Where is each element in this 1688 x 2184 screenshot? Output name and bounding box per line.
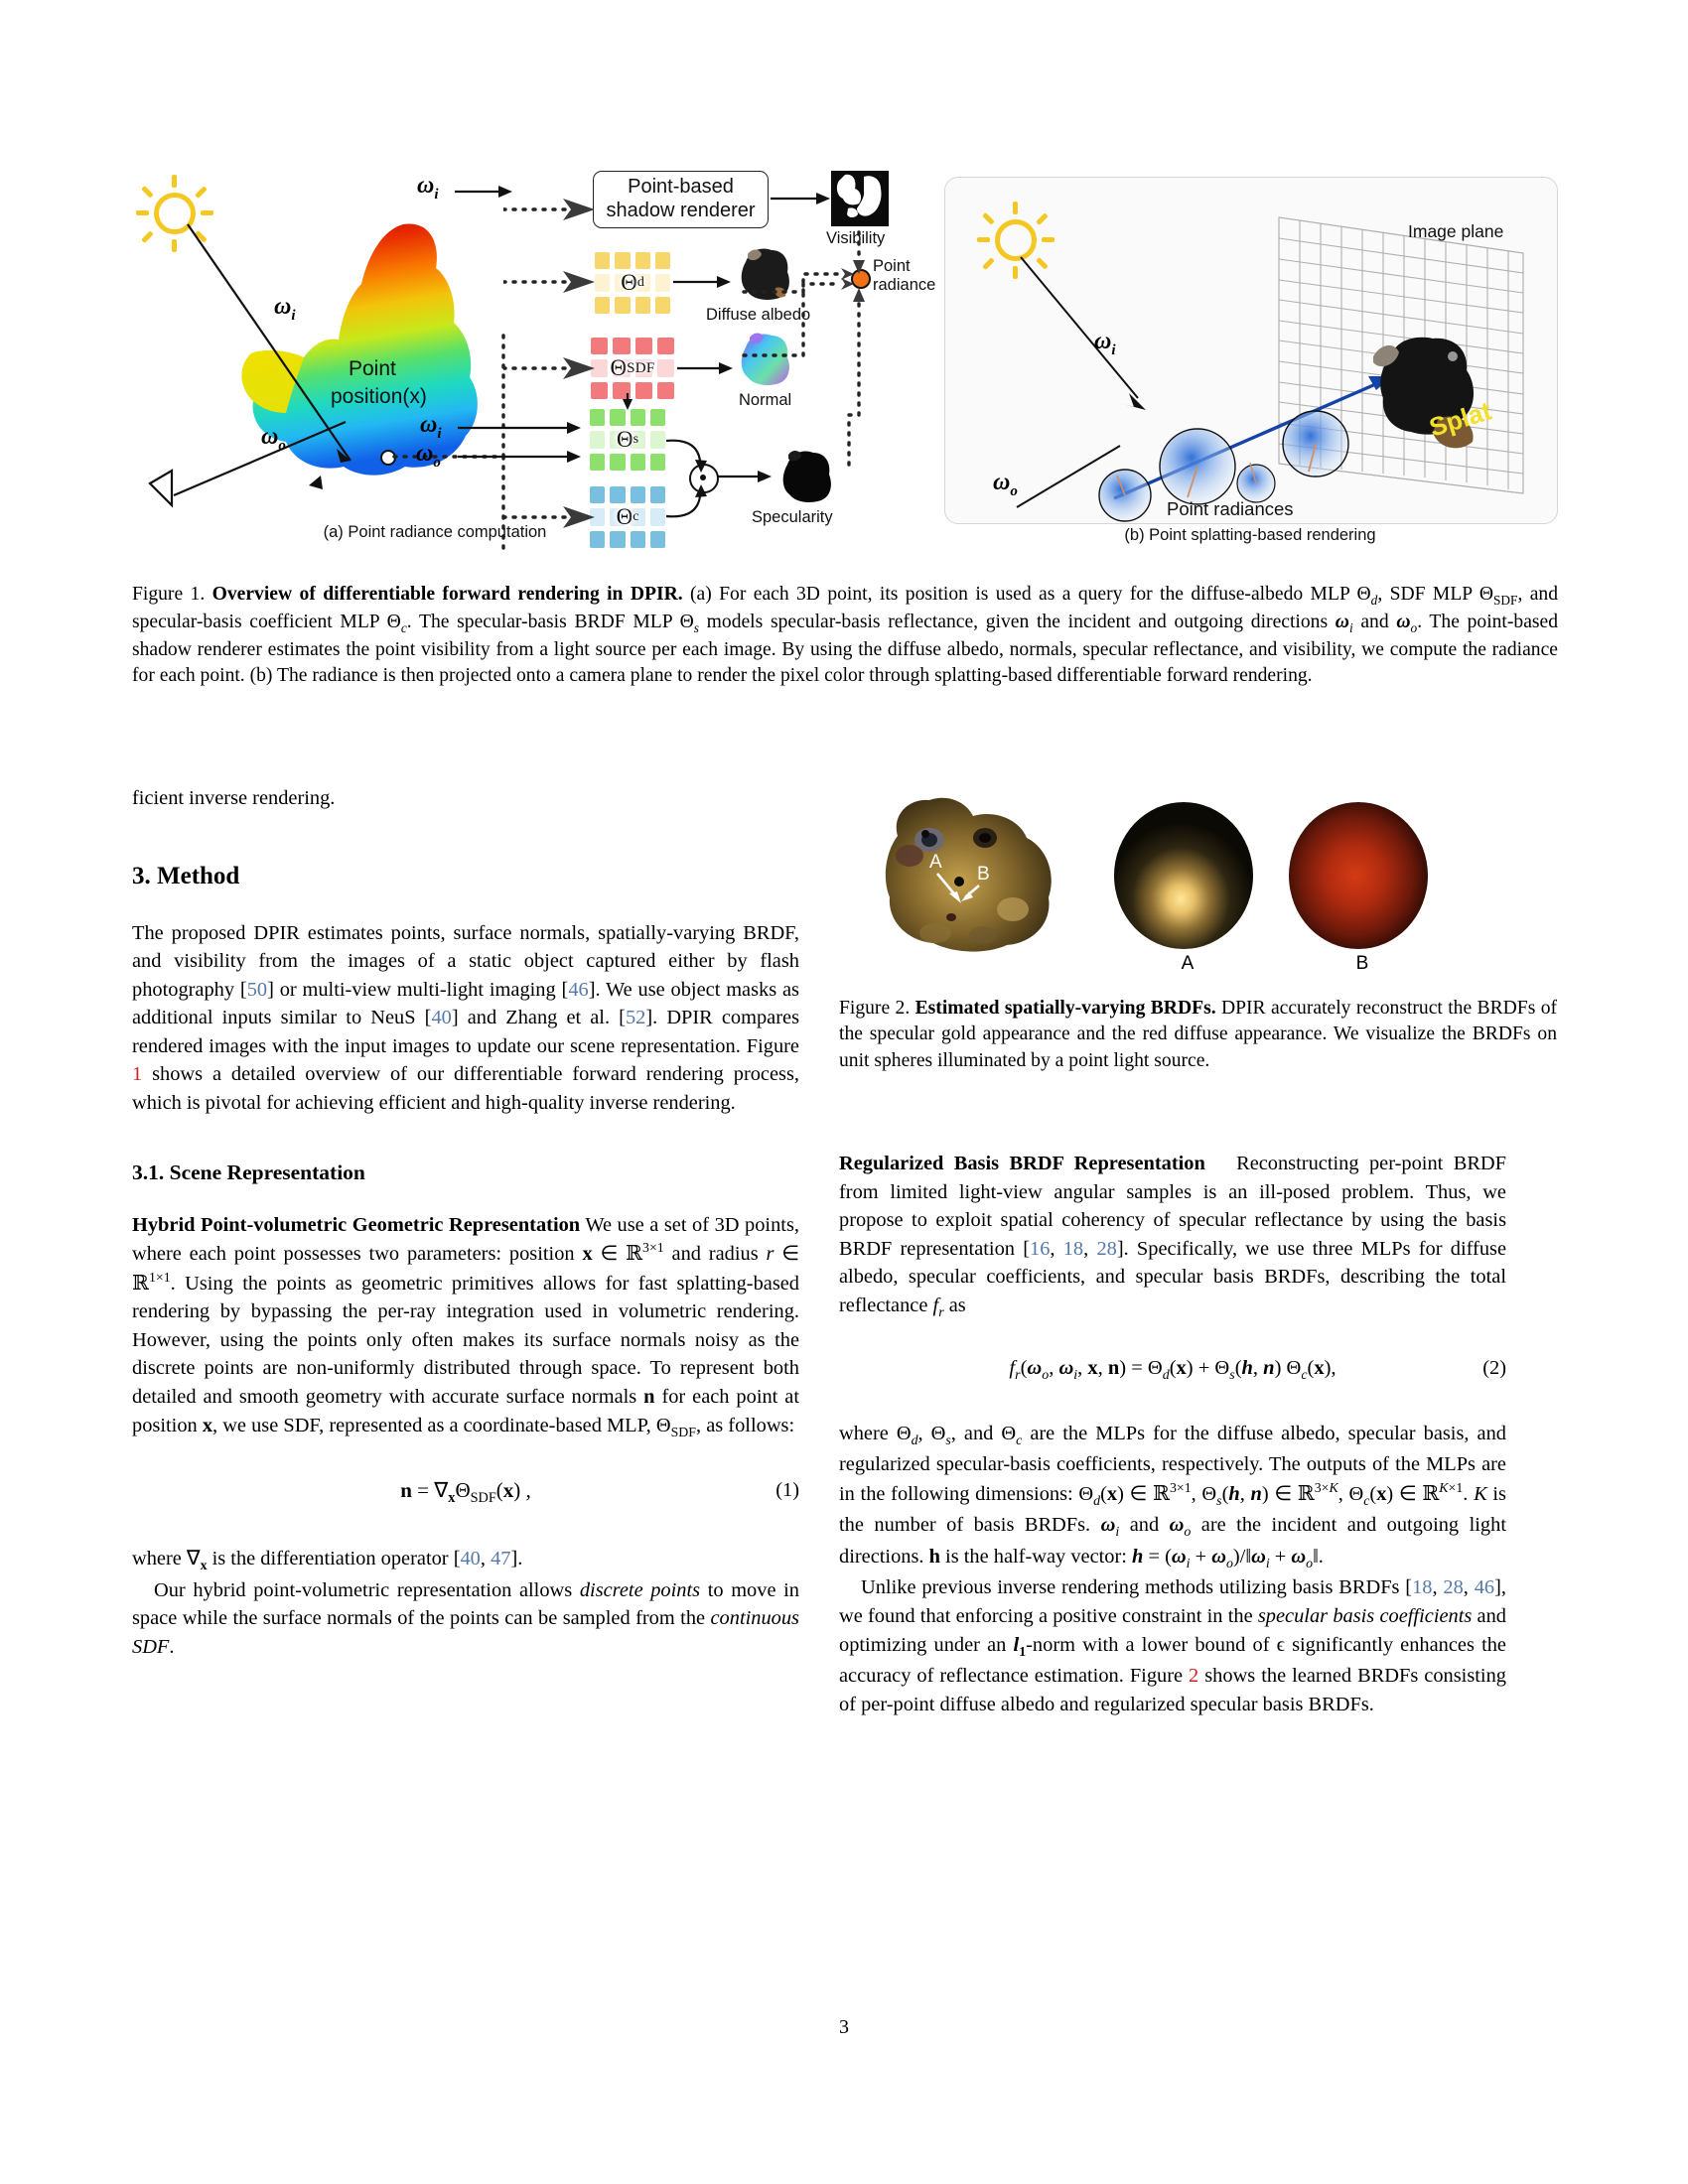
equation-2: $f_r(\omega_o$, $\omega_i$, x, $n) = \Theta_d(x) + \Theta_s(h$, n) $\Theta_c(x)$, (2) — [839, 1354, 1506, 1386]
right-column — [839, 1150, 1506, 1718]
mlp-theta-s-label: Θ s — [616, 427, 639, 452]
paragraph-mlp-dimensions: where $\Theta_d$, $\Theta_s$, and $\Theta_c$ are the MLPs for the diffuse albedo, specular basis, and regularized specular-basis coefficients, respectively. The outputs of the MLPs are in the following dimensions: $\Theta_d(x)$ ∈ ℝ$^{3\times 1}$, $\Theta_s(h$, n) ∈ ℝ$^{3\times K}$, $\Theta_c(x)$ ∈ ℝ$^{K\times 1}$. K is the number of basis BRDFs. $\omega_i$ and $\omega_o$ are the incident and outgoing light directions. h is the half-way vector: $h = (\omega_i$ + $\omega_o)/‖\omega_i$ + $\omega_o‖$. — [839, 1422, 1506, 1572]
paragraph-hybrid-representation: Hybrid Point-volumetric Geometric Representation We use a set of 3D points, where each point possesses two parameters: position x ∈ ℝ$^{3\times 1}$ and radius r ∈ ℝ$^{1\times 1}$. Using the points as geometric primitives allows for fast splatting-based rendering by bypassing the per-ray integration used in volumetric rendering. However, using the points only often makes its surface normals noisy as the discrete points are non-uniformly distributed through space. To represent both detailed and smooth geometry with accurate surface normals n for each point at position x, we use SDF, represented as a coordinate-based MLP, $\Theta_{SDF}$, as follows: — [132, 1213, 799, 1440]
para2-part-e: , we use SDF, represented as a coordinate-based MLP, Θ — [212, 1414, 671, 1436]
figure-2-label-b-on-object: B — [977, 864, 990, 885]
para7-part-a: Unlike previous inverse rendering methods utilizing basis BRDFs [ — [861, 1576, 1413, 1599]
left-column — [132, 784, 799, 1661]
point-radiance-line1: Point — [873, 257, 911, 275]
citation-28b[interactable]: 28 — [1443, 1576, 1464, 1599]
para4-part-a: Our hybrid point-volumetric representation allows — [154, 1578, 580, 1601]
para5-part-a: Reconstructing per-point BRDF from limited light-view angular samples is an ill-posed problem. Thus, we propose to exploit spatial coherency of specular reflectance by using the basis BRDF representation [ — [839, 1153, 1506, 1260]
dotted-arrow-to-theta-d — [503, 270, 598, 294]
para7-part-e: shows the learned BRDFs consisting of per-point diffuse albedo and regularized specular basis BRDFs. — [839, 1665, 1506, 1715]
figure-reference-2[interactable]: 2 — [1189, 1665, 1199, 1688]
theta-d-to-albedo-arrow — [673, 272, 733, 292]
paragraph-hybrid-allows — [132, 1576, 799, 1662]
label-specularity — [752, 508, 833, 527]
section-heading-method: 3. Method — [132, 862, 240, 889]
figure-2-sphere-a — [1108, 800, 1267, 959]
para2-part-c: . Using the points as geometric primitives allows for fast splatting-based rendering by bypassing the per-ray integration used in volumetric rendering. However, using the points only often makes its surface normals noisy as the discrete points are non-uniformly distributed through space. To represent both detailed and smooth geometry with accurate surface normals — [132, 1272, 799, 1408]
renderer-line-2: shadow renderer — [606, 200, 756, 221]
equation-1: $n = \nabla_x\Theta_{SDF}(x)$ , (1) — [400, 1478, 799, 1507]
para7-part-d: -norm with a lower bound of ϵ significantly enhances the accuracy of reflectance estimation. Figure — [839, 1633, 1506, 1688]
label-point-radiances — [1167, 498, 1294, 520]
panel-a-caption-text: (a) Point radiance computation — [323, 523, 547, 541]
panel-b-label-omega-o: $\omega_o$ — [993, 470, 1018, 499]
theta-sdf-to-normal-arrow — [677, 358, 735, 378]
figure-1-caption: Figure 1. Overview of differentiable forward rendering in DPIR. (a) For each 3D point, its position is used as a query for the diffuse-albedo MLP $\Theta_d$, SDF MLP $\Theta_{SDF}$, and specular-basis coefficient MLP $\Theta_c$. The specular-basis BRDF MLP $\Theta_s$ models specular-basis reflectance, given the incident and outgoing directions $\omega_i$ and $\omega_o$. The point-based shadow renderer estimates the point visibility from a light source per each image. By using the diffuse albedo, normals, specular reflectance, and visibility, we compute the radiance for each point. (b) The radiance is then projected onto a camera plane to render the pixel color through splatting-based differentiable forward rendering. — [132, 584, 1559, 686]
figure-1-caption-label: Figure 1. — [132, 584, 206, 605]
image-plane-text: Image plane — [1408, 221, 1504, 241]
citation-40[interactable]: 40 — [431, 1007, 452, 1029]
label-omega-o-specular: $\omega_o$ — [416, 441, 441, 471]
figure-1-panel-a-caption — [261, 523, 609, 542]
normal-text: Normal — [739, 391, 792, 409]
point-radiance-line2: radiance — [873, 276, 936, 295]
para2-part-d: for each point at position — [132, 1385, 799, 1436]
citation-50[interactable]: 50 — [246, 978, 268, 1001]
mlp-theta-d — [595, 252, 670, 314]
dotted-converge-to-point-radiance — [738, 226, 882, 475]
figure-2-caption-body: DPIR accurately reconstruct the BRDFs of the specular gold appearance and the red diffuse appearance. We visualize the BRDFs on unit spheres illuminated by a point light source. — [839, 998, 1558, 1071]
equation-2-number: (2) — [1482, 1357, 1506, 1380]
label-omega-i-left: $\omega_i$ — [274, 294, 296, 324]
mlp-theta-c-label: Θ c — [616, 504, 639, 529]
page-number: 3 — [839, 2016, 849, 2038]
figure-2-caption-title: Estimated spatially-varying BRDFs. — [914, 998, 1216, 1019]
para1-part-b: ] or multi-view multi-light imaging [ — [267, 978, 569, 1001]
citation-40b[interactable]: 40 — [460, 1548, 481, 1570]
italic-specular-basis-coefficients: specular basis coefficients — [1257, 1605, 1473, 1628]
para7-part-c: and optimizing under an — [839, 1605, 1506, 1656]
dotted-arrow-to-theta-sdf — [503, 356, 598, 380]
point-position-line1: Point — [349, 357, 396, 380]
theta-curves-into-product — [664, 431, 710, 526]
para1-part-e: ]. DPIR compares rendered images with the input images to update our scene representation. Figure — [132, 1007, 799, 1057]
para2-part-f: , as follows: — [696, 1414, 795, 1436]
figure-2-sphere-b — [1283, 800, 1442, 959]
italic-discrete-points: discrete points — [579, 1578, 701, 1601]
figure-2-sphere-b-label — [1283, 953, 1442, 975]
para2-part-a: We use a set of 3D points, where each point possesses two parameters: position — [132, 1213, 799, 1266]
paragraph-positive-constraint: Unlike previous inverse rendering methods utilizing basis BRDFs [18, 28, 46], we found that enforcing a positive constraint in the specular basis coefficients and optimizing under an $l_1$-norm with a lower bound of ϵ significantly enhances the accuracy of reflectance estimation. Figure 2 shows the learned BRDFs consisting of per-point diffuse albedo and regularized specular basis BRDFs. — [839, 1576, 1506, 1715]
figure-1-panel-a — [132, 171, 936, 541]
paragraph-differentiation-operator: where $\nabla_x$ is the differentiation operator [40, 47]. — [132, 1548, 523, 1574]
para5-part-b: ]. Specifically, we use three MLPs for diffuse albedo, specular coefficients, and specular basis BRDFs, describing the total reflectance — [839, 1237, 1507, 1316]
normal-into-theta-s-arrow — [620, 393, 635, 411]
figure-2-sphere-a-label — [1108, 953, 1267, 975]
para1-part-d: ] and Zhang et al. [ — [451, 1007, 626, 1029]
para5-part-c: as — [943, 1294, 966, 1316]
label-point-radiance — [873, 257, 935, 296]
figure-1-caption-title: Overview of differentiable forward rendering in DPIR. — [211, 584, 683, 605]
subsection-heading-scene-representation: 3.1. Scene Representation — [132, 1160, 365, 1184]
citation-28[interactable]: 28 — [1096, 1237, 1117, 1260]
omega-o-ray-arrow — [142, 414, 355, 523]
citation-46[interactable]: 46 — [568, 978, 589, 1001]
figure-1-panel-b — [944, 177, 1558, 524]
citation-47[interactable]: 47 — [491, 1548, 511, 1570]
para7-part-b: ], we found that enforcing a positive constraint in the — [839, 1576, 1506, 1628]
label-omega-i-top: $\omega_i$ — [417, 173, 439, 203]
panel-b-label-omega-i: $\omega_i$ — [1094, 329, 1116, 358]
para4-part-c: . — [169, 1635, 175, 1658]
paragraph-method-intro — [132, 919, 799, 1118]
sphere-b-letter: B — [1355, 953, 1369, 974]
citation-16[interactable]: 16 — [1030, 1237, 1051, 1260]
panel-b-caption-text: (b) Point splatting-based rendering — [1124, 526, 1376, 544]
splat-text: Splat — [1425, 395, 1495, 443]
italic-continuous-sdf: continuous SDF — [132, 1607, 799, 1658]
mlp-theta-sdf — [591, 338, 674, 399]
specularity-text: Specularity — [752, 508, 833, 526]
citation-46b[interactable]: 46 — [1474, 1576, 1495, 1599]
visibility-mask-image — [831, 171, 889, 226]
para2-part-b: and radius — [663, 1243, 767, 1266]
paragraph-regularized-basis: Regularized Basis BRDF Representation Reconstructing per-point BRDF from limited light-view angular samples is an ill-posed problem. Thus, we propose to exploit spatial coherency of specular reflectance by using the basis BRDF representation [16, 18, 28]. Specifically, we use three MLPs for diffuse albedo, specular coefficients, and specular basis BRDFs, describing the total reflectance $f_r$ as — [839, 1153, 1507, 1320]
omega-to-theta-s-arrows — [458, 419, 587, 477]
label-omega-o-left: $\omega_o$ — [261, 424, 286, 454]
para1-part-c: ]. We use object masks as additional inputs similar to NeuS [ — [132, 978, 799, 1029]
diffuse-albedo-text: Diffuse albedo — [706, 306, 811, 324]
para1-part-a: The proposed DPIR estimates points, surface normals, spatially-varying BRDF, and visibility from the images of a static object captured either by flash photography [ — [132, 921, 799, 1001]
para4-part-b: to move in space while the surface normals of the points can be sampled from the — [132, 1578, 799, 1630]
point-position-line2: position(x) — [331, 385, 427, 408]
figure-reference-1[interactable]: 1 — [132, 1063, 143, 1086]
sphere-a-letter: A — [1181, 953, 1195, 974]
equation-1-number: (1) — [775, 1479, 799, 1502]
label-image-plane — [1408, 221, 1503, 242]
figure-2 — [874, 794, 1529, 978]
dotted-arrow-to-renderer — [503, 199, 598, 220]
runin-hybrid-representation: Hybrid Point-volumetric Geometric Representation — [132, 1213, 581, 1236]
point-based-shadow-renderer-box — [593, 171, 769, 228]
figure-2-caption — [839, 996, 1557, 1074]
label-omega-i-specular: $\omega_i$ — [420, 412, 442, 442]
figure-1 — [132, 171, 1556, 568]
figure-1-panel-b-caption — [944, 526, 1556, 545]
citation-18[interactable]: 18 — [1062, 1237, 1084, 1260]
mlp-theta-s — [590, 409, 665, 471]
mlp-theta-sdf-label: Θ SDF — [610, 355, 655, 380]
renderer-line-1: Point-based — [628, 176, 734, 199]
paragraph-continuation: ficient inverse rendering. — [132, 787, 336, 809]
figure-2-gold-object — [874, 794, 1072, 963]
mlp-theta-d-label: Θ d — [621, 270, 644, 295]
visibility-text: Visibility — [826, 229, 886, 247]
figure-2-caption-label: Figure 2. — [839, 998, 911, 1019]
citation-18b[interactable]: 18 — [1412, 1576, 1433, 1599]
renderer-to-visibility-arrow — [771, 189, 832, 208]
figure-2-label-a-on-object: A — [929, 852, 942, 873]
citation-52[interactable]: 52 — [625, 1007, 646, 1029]
para1-part-f: shows a detailed overview of our differentiable forward rendering process, which is pivotal for achieving efficient and high-quality inverse rendering. — [132, 1063, 799, 1114]
runin-regularized-basis: Regularized Basis BRDF Representation — [839, 1153, 1205, 1174]
point-radiances-text: Point radiances — [1167, 498, 1294, 519]
